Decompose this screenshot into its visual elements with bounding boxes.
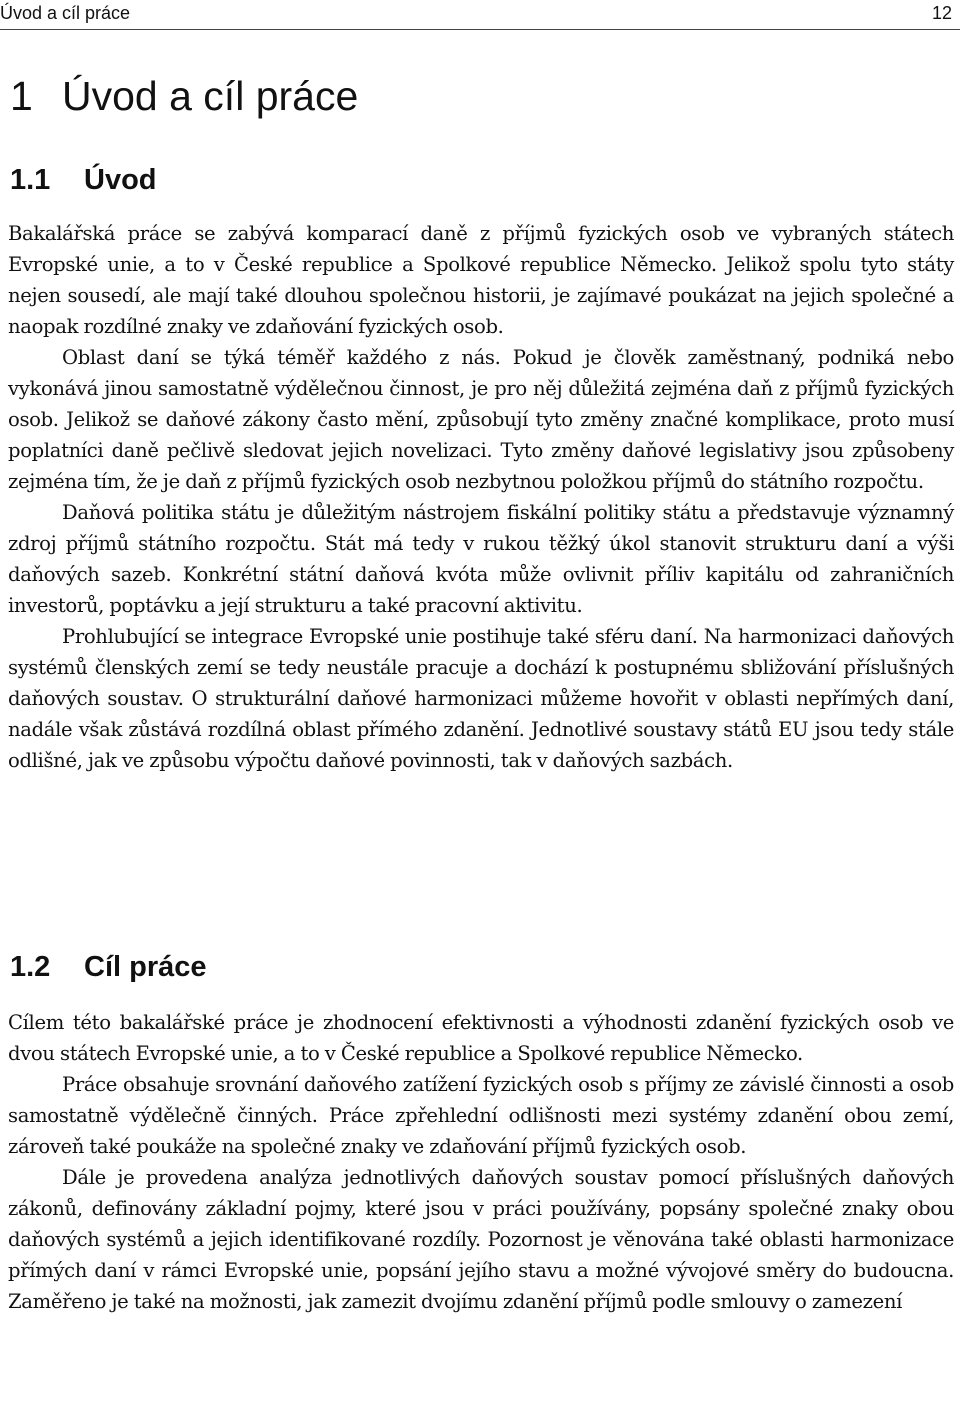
section-title: Úvod xyxy=(84,164,157,196)
paragraph: Daňová politika státu je důležitým nástrojem fiskální politiky státu a představuje významný zdroj příjmů státního rozpočtu. Stát má tedy v rukou těžký úkol stanovit strukturu daní a výši daňových sazeb. Konkrétní státní daňová kvóta může ovlivnit příliv kapitálu od zahraničních investorů, poptávku a její strukturu a také pracovní aktivitu. xyxy=(8,501,954,617)
section-body-intro xyxy=(8,218,954,776)
section-number: 1.1 xyxy=(10,164,51,196)
section-heading-intro xyxy=(10,160,157,200)
paragraph: Bakalářská práce se zabývá komparací daně z příjmů fyzických osob ve vybraných státech Evropské unie, a to v České republice a Spolkové republice Německo. Jelikož spolu tyto státy nejen sousedí, ale mají také dlouhou společnou historii, je zajímavé poukázat na jejich společné a naopak rozdílné znaky ve zdaňování fyzických osob. xyxy=(8,222,954,338)
section-body-goal xyxy=(8,1007,954,1317)
paragraph: Prohlubující se integrace Evropské unie postihuje také sféru daní. Na harmonizaci daňových systémů členských zemí se tedy neustále pracuje a dochází k postupnému sbližování příslušných daňových soustav. O strukturální daňové harmonizaci můžeme hovořit v oblasti nepřímých daní, nadále však zůstává rozdílná oblast přímého zdanění. Jednotlivé soustavy států EU jsou tedy stále odlišné, jak ve způsobu výpočtu daňové povinnosti, tak v daňových sazbách. xyxy=(8,625,954,772)
chapter-number: 1 xyxy=(10,73,33,119)
running-header xyxy=(0,0,960,30)
paragraph: Dále je provedena analýza jednotlivých daňových soustav pomocí příslušných daňových zákonů, definovány základní pojmy, které jsou v práci používány, popsány společné znaky obou daňových systémů a jejich identifikované rozdíly. Pozornost je věnována také oblasti harmonizace přímých daní v rámci Evropské unie, popsání jejího stavu a možné vývojové směry do budoucna. Zaměřeno je také na možnosti, jak zamezit dvojímu zdanění příjmů podle smlouvy o zamezení xyxy=(8,1166,954,1313)
section-heading-goal xyxy=(10,947,207,987)
paragraph: Cílem této bakalářské práce je zhodnocení efektivnosti a výhodnosti zdanění fyzických osob ve dvou státech Evropské unie, a to v České republice a Spolkové republice Německo. xyxy=(8,1011,954,1065)
page-number: 12 xyxy=(931,3,952,23)
paragraph: Oblast daní se týká téměř každého z nás. Pokud je člověk zaměstnaný, podniká nebo vykonává jinou samostatně výdělečnou činnost, je pro něj důležitá zejména daň z příjmů fyzických osob. Jelikož se daňové zákony často mění, způsobují tyto změny značné komplikace, proto musí poplatníci daně pečlivě sledovat jejich novelizaci. Tyto změny daňové legislativy jsou způsobeny zejména tím, že je daň z příjmů fyzických osob nezbytnou položkou příjmů do státního rozpočtu. xyxy=(8,346,954,493)
chapter-heading xyxy=(10,68,358,124)
paragraph: Práce obsahuje srovnání daňového zatížení fyzických osob s příjmy ze závislé činnosti a osob samostatně výdělečně činných. Práce zpřehlední odlišnosti mezi systémy zdanění obou zemí, zároveň také poukáže na společné znaky ve zdaňování příjmů fyzických osob. xyxy=(8,1073,954,1158)
chapter-title: Úvod a cíl práce xyxy=(62,73,359,119)
section-title: Cíl práce xyxy=(84,951,207,983)
running-title: Úvod a cíl práce xyxy=(0,3,131,23)
section-number: 1.2 xyxy=(10,951,51,983)
